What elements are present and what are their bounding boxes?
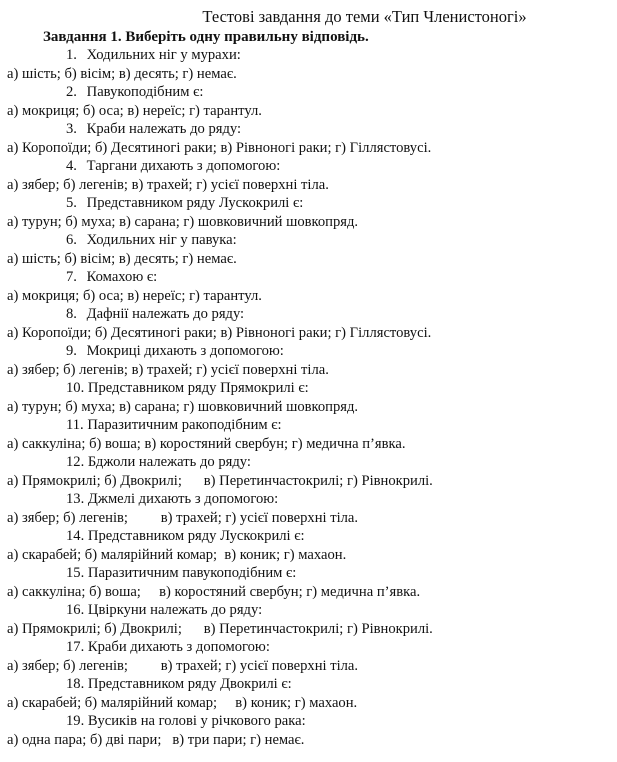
question-prompt: Таргани дихають з допомогою: [86,158,281,174]
question-prompt: Представником ряду Лускокрилі є: [86,195,304,211]
question-text [43,416,611,435]
answer-options: а) зябер; б) легенів; в) трахей; г) усієї поверхні тіла. [7,657,359,674]
question-text [43,157,611,176]
question-item [7,268,611,305]
question-number: 11. [66,417,84,433]
question-item [7,490,611,527]
question-prompt: Ходильних ніг у павука: [86,232,237,248]
question-number: 4. [66,158,77,174]
question-item [7,305,611,342]
question-number: 6. [66,232,77,248]
question-item [7,379,611,416]
question-text [43,83,611,102]
question-prompt: Паразитичним ракоподібним є: [87,417,282,433]
question-item [7,675,611,712]
answer-options: а) турун; б) муха; в) сарана; г) шовковичний шовкопряд. [7,213,359,230]
answer-options: а) шість; б) вісім; в) десять; г) немає. [7,250,237,267]
question-text [43,268,611,287]
question-number: 5. [66,195,77,211]
question-prompt: Джмелі дихають з допомогою: [87,491,279,507]
question-number: 9. [66,343,77,359]
task-heading: Завдання 1. Виберіть одну правильну відповідь. [43,29,369,45]
answer-options: а) турун; б) муха; в) сарана; г) шовковичний шовкопряд. [7,398,359,415]
question-number: 19. [66,713,85,729]
question-number: 17. [66,639,85,655]
question-number: 14. [66,528,85,544]
question-number: 16. [66,602,85,618]
question-item [7,120,611,157]
question-item [7,342,611,379]
question-prompt: Павукоподібним є: [86,84,204,100]
question-item [7,231,611,268]
question-text [43,46,611,65]
question-number: 12. [66,454,85,470]
question-number: 1. [66,47,77,63]
question-item [7,527,611,564]
question-prompt: Ходильних ніг у мурахи: [86,47,241,63]
question-number: 2. [66,84,77,100]
question-item [7,157,611,194]
answer-options: а) Коропоїди; б) Десятиногі раки; в) Рівноногі раки; г) Гіллястовусі. [7,324,432,341]
question-text [43,120,611,139]
question-number: 13. [66,491,85,507]
question-item [7,83,611,120]
question-item [7,638,611,675]
question-text [43,490,611,509]
question-number: 18. [66,676,85,692]
question-text [43,453,611,472]
document-title: Тестові завдання до теми «Тип Членистоногі» [202,7,527,26]
question-item [7,712,611,749]
question-text [43,527,611,546]
question-item [7,194,611,231]
question-number: 8. [66,306,77,322]
question-text [43,675,611,694]
answer-options: а) Коропоїди; б) Десятиногі раки; в) Рівноногі раки; г) Гіллястовусі. [7,139,432,156]
answer-options: а) Прямокрилі; б) Двокрилі; в) Перетинчастокрилі; г) Рівнокрилі. [7,472,433,489]
question-number: 15. [66,565,85,581]
question-item [7,453,611,490]
question-prompt: Дафнії належать до ряду: [86,306,245,322]
question-number: 3. [66,121,77,137]
answer-options: а) саккуліна; б) воша; в) коростяний свербун; г) медична п’явка. [7,583,421,600]
answer-options: а) скарабей; б) малярійний комар; в) коник; г) махаон. [7,694,358,711]
question-text [43,379,611,398]
question-prompt: Представником ряду Прямокрилі є: [87,380,309,396]
answer-options: а) Прямокрилі; б) Двокрилі; в) Перетинчастокрилі; г) Рівнокрилі. [7,620,433,637]
question-prompt: Бджоли належать до ряду: [87,454,251,470]
question-text [43,638,611,657]
question-text [43,194,611,213]
answer-options: а) шість; б) вісім; в) десять; г) немає. [7,65,237,82]
question-text [43,564,611,583]
answer-options: а) зябер; б) легенів; в) трахей; г) усієї поверхні тіла. [7,361,329,378]
question-prompt: Комахою є: [86,269,158,285]
question-item [7,601,611,638]
question-text [43,305,611,324]
question-item [7,564,611,601]
question-list [7,46,611,749]
answer-options: а) мокриця; б) оса; в) нереїс; г) тарантул. [7,102,262,119]
answer-options: а) мокриця; б) оса; в) нереїс; г) тарантул. [7,287,262,304]
question-item [7,416,611,453]
answer-options: а) одна пара; б) дві пари; в) три пари; г) немає. [7,731,305,748]
question-prompt: Паразитичним павукоподібним є: [87,565,297,581]
question-prompt: Краби дихають з допомогою: [87,639,270,655]
question-prompt: Вусиків на голові у річкового рака: [87,713,306,729]
question-prompt: Мокриці дихають з допомогою: [86,343,284,359]
question-number: 10. [66,380,85,396]
question-prompt: Краби належать до ряду: [86,121,242,137]
question-number: 7. [66,269,77,285]
question-text [43,231,611,250]
question-prompt: Представником ряду Лускокрилі є: [87,528,305,544]
answer-options: а) саккуліна; б) воша; в) коростяний свербун; г) медична п’явка. [7,435,406,452]
question-text [43,342,611,361]
question-prompt: Представником ряду Двокрилі є: [87,676,292,692]
answer-options: а) скарабей; б) малярійний комар; в) коник; г) махаон. [7,546,347,563]
question-item [7,46,611,83]
answer-options: а) зябер; б) легенів; в) трахей; г) усієї поверхні тіла. [7,176,329,193]
answer-options: а) зябер; б) легенів; в) трахей; г) усієї поверхні тіла. [7,509,359,526]
question-text [43,712,611,731]
question-text [43,601,611,620]
question-prompt: Цвіркуни належать до ряду: [87,602,263,618]
